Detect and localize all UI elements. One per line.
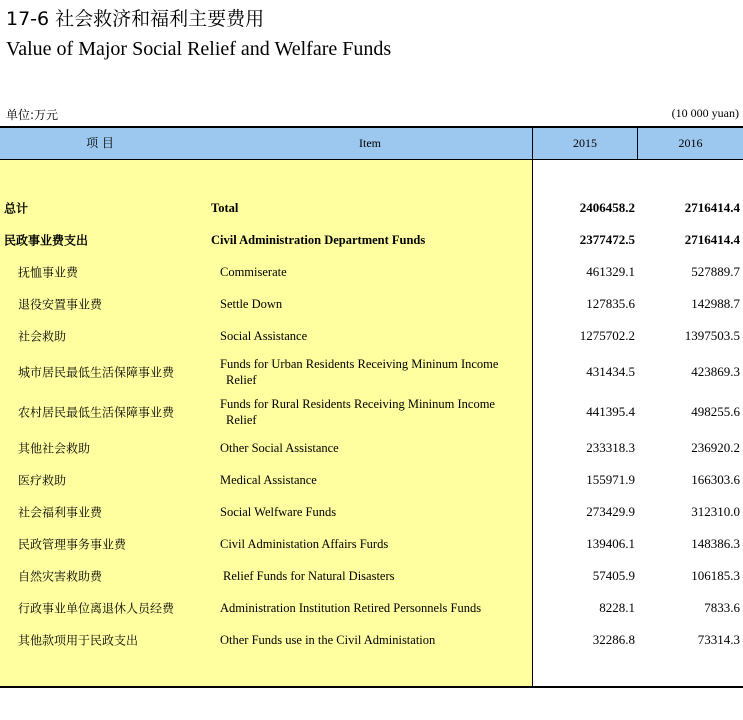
row-label-english: Social Assistance	[220, 329, 308, 343]
row-label-chinese: 自然灾害救助费	[18, 569, 103, 584]
value-2016: 106185.3	[691, 568, 740, 583]
value-2015: 273429.9	[586, 504, 635, 519]
table-row	[0, 596, 743, 620]
header-item-english: Item	[359, 136, 381, 150]
row-label-chinese: 退役安置事业费	[18, 297, 103, 312]
value-2015: 32286.8	[592, 632, 635, 647]
row-label-english: Settle Down	[220, 297, 283, 311]
row-label-english: Commiserate	[220, 265, 287, 279]
value-2016: 142988.7	[691, 296, 740, 311]
header-divider	[532, 128, 533, 159]
row-label-english: Administration Institution Retired Personnels Funds	[220, 601, 482, 615]
table-row	[0, 228, 743, 252]
table-row	[0, 468, 743, 492]
value-2016: 148386.3	[691, 536, 740, 551]
table-row	[0, 436, 743, 460]
value-2015: 2377472.5	[579, 232, 635, 247]
table-header	[0, 128, 743, 160]
value-2016: 236920.2	[691, 440, 740, 455]
value-2016: 73314.3	[697, 632, 740, 647]
table-row	[0, 260, 743, 284]
row-label-chinese: 民政事业费支出	[4, 233, 89, 248]
table-row	[0, 292, 743, 316]
row-label-english-line1: Funds for Rural Residents Receiving Mininum Income	[220, 397, 495, 411]
row-label-chinese: 抚恤事业费	[18, 265, 79, 280]
value-2015: 233318.3	[586, 440, 635, 455]
table-row	[0, 196, 743, 220]
value-2015: 57405.9	[592, 568, 635, 583]
value-2015: 139406.1	[586, 536, 635, 551]
row-label-chinese: 医疗救助	[18, 473, 67, 488]
page-title-chinese: 17-6 社会救济和福利主要费用	[6, 8, 265, 30]
row-label-chinese: 社会救助	[18, 329, 67, 344]
value-2015: 431434.5	[586, 364, 635, 379]
row-label-english-line1: Funds for Urban Residents Receiving Mininum Income	[220, 357, 499, 371]
table-row	[0, 532, 743, 556]
row-label-english-line2: Relief	[226, 373, 257, 387]
row-label-english: Social Welfware Funds	[220, 505, 337, 519]
page-title-english: Value of Major Social Relief and Welfare Funds	[6, 38, 392, 60]
header-divider	[637, 128, 638, 159]
row-label-english: Medical Assistance	[220, 473, 317, 487]
row-label-english: Other Social Assistance	[220, 441, 339, 455]
table-row	[0, 324, 743, 348]
row-label-english: Relief Funds for Natural Disasters	[223, 569, 395, 583]
value-2015: 8228.1	[599, 600, 635, 615]
value-2016: 166303.6	[691, 472, 740, 487]
row-label-english	[220, 396, 520, 428]
value-2016: 498255.6	[691, 404, 740, 419]
row-label-english: Civil Administration Department Funds	[211, 233, 426, 247]
value-2015: 1275702.2	[579, 328, 635, 343]
row-label-english	[220, 356, 520, 388]
value-2015: 441395.4	[586, 404, 635, 419]
row-label-chinese: 其他社会救助	[18, 441, 91, 456]
table-row	[0, 628, 743, 652]
unit-label-english: (10 000 yuan)	[671, 106, 739, 120]
row-label-chinese: 民政管理事务事业费	[18, 537, 127, 552]
unit-label-chinese: 单位:万元	[6, 108, 59, 122]
table-row	[0, 500, 743, 524]
value-2016: 423869.3	[691, 364, 740, 379]
row-label-chinese: 其他款项用于民政支出	[18, 633, 139, 648]
row-label-english: Total	[211, 201, 239, 215]
value-2016: 312310.0	[691, 504, 740, 519]
header-year-2016: 2016	[678, 136, 703, 150]
row-label-english: Other Funds use in the Civil Administation	[220, 633, 436, 647]
table-bottom-rule	[0, 686, 743, 688]
row-label-english: Civil Administation Affairs Furds	[220, 537, 389, 551]
value-2015: 2406458.2	[579, 200, 635, 215]
table-row	[0, 564, 743, 588]
value-2016: 2716414.4	[684, 232, 740, 247]
value-2015: 461329.1	[586, 264, 635, 279]
table-row	[0, 395, 743, 429]
value-2016: 527889.7	[691, 264, 740, 279]
value-2016: 1397503.5	[684, 328, 740, 343]
value-2016: 7833.6	[704, 600, 740, 615]
row-label-chinese: 行政事业单位离退休人员经费	[18, 601, 175, 616]
value-2015: 127835.6	[586, 296, 635, 311]
value-2015: 155971.9	[586, 472, 635, 487]
row-label-chinese: 城市居民最低生活保障事业费	[18, 365, 175, 380]
value-2016: 2716414.4	[684, 200, 740, 215]
header-year-2015: 2015	[573, 136, 597, 150]
row-label-chinese: 农村居民最低生活保障事业费	[18, 405, 175, 420]
row-label-chinese: 社会福利事业费	[18, 505, 103, 520]
table-row	[0, 355, 743, 389]
row-label-english-line2: Relief	[226, 413, 257, 427]
header-item-chinese: 项 目	[86, 136, 114, 150]
row-label-chinese: 总计	[4, 201, 29, 216]
